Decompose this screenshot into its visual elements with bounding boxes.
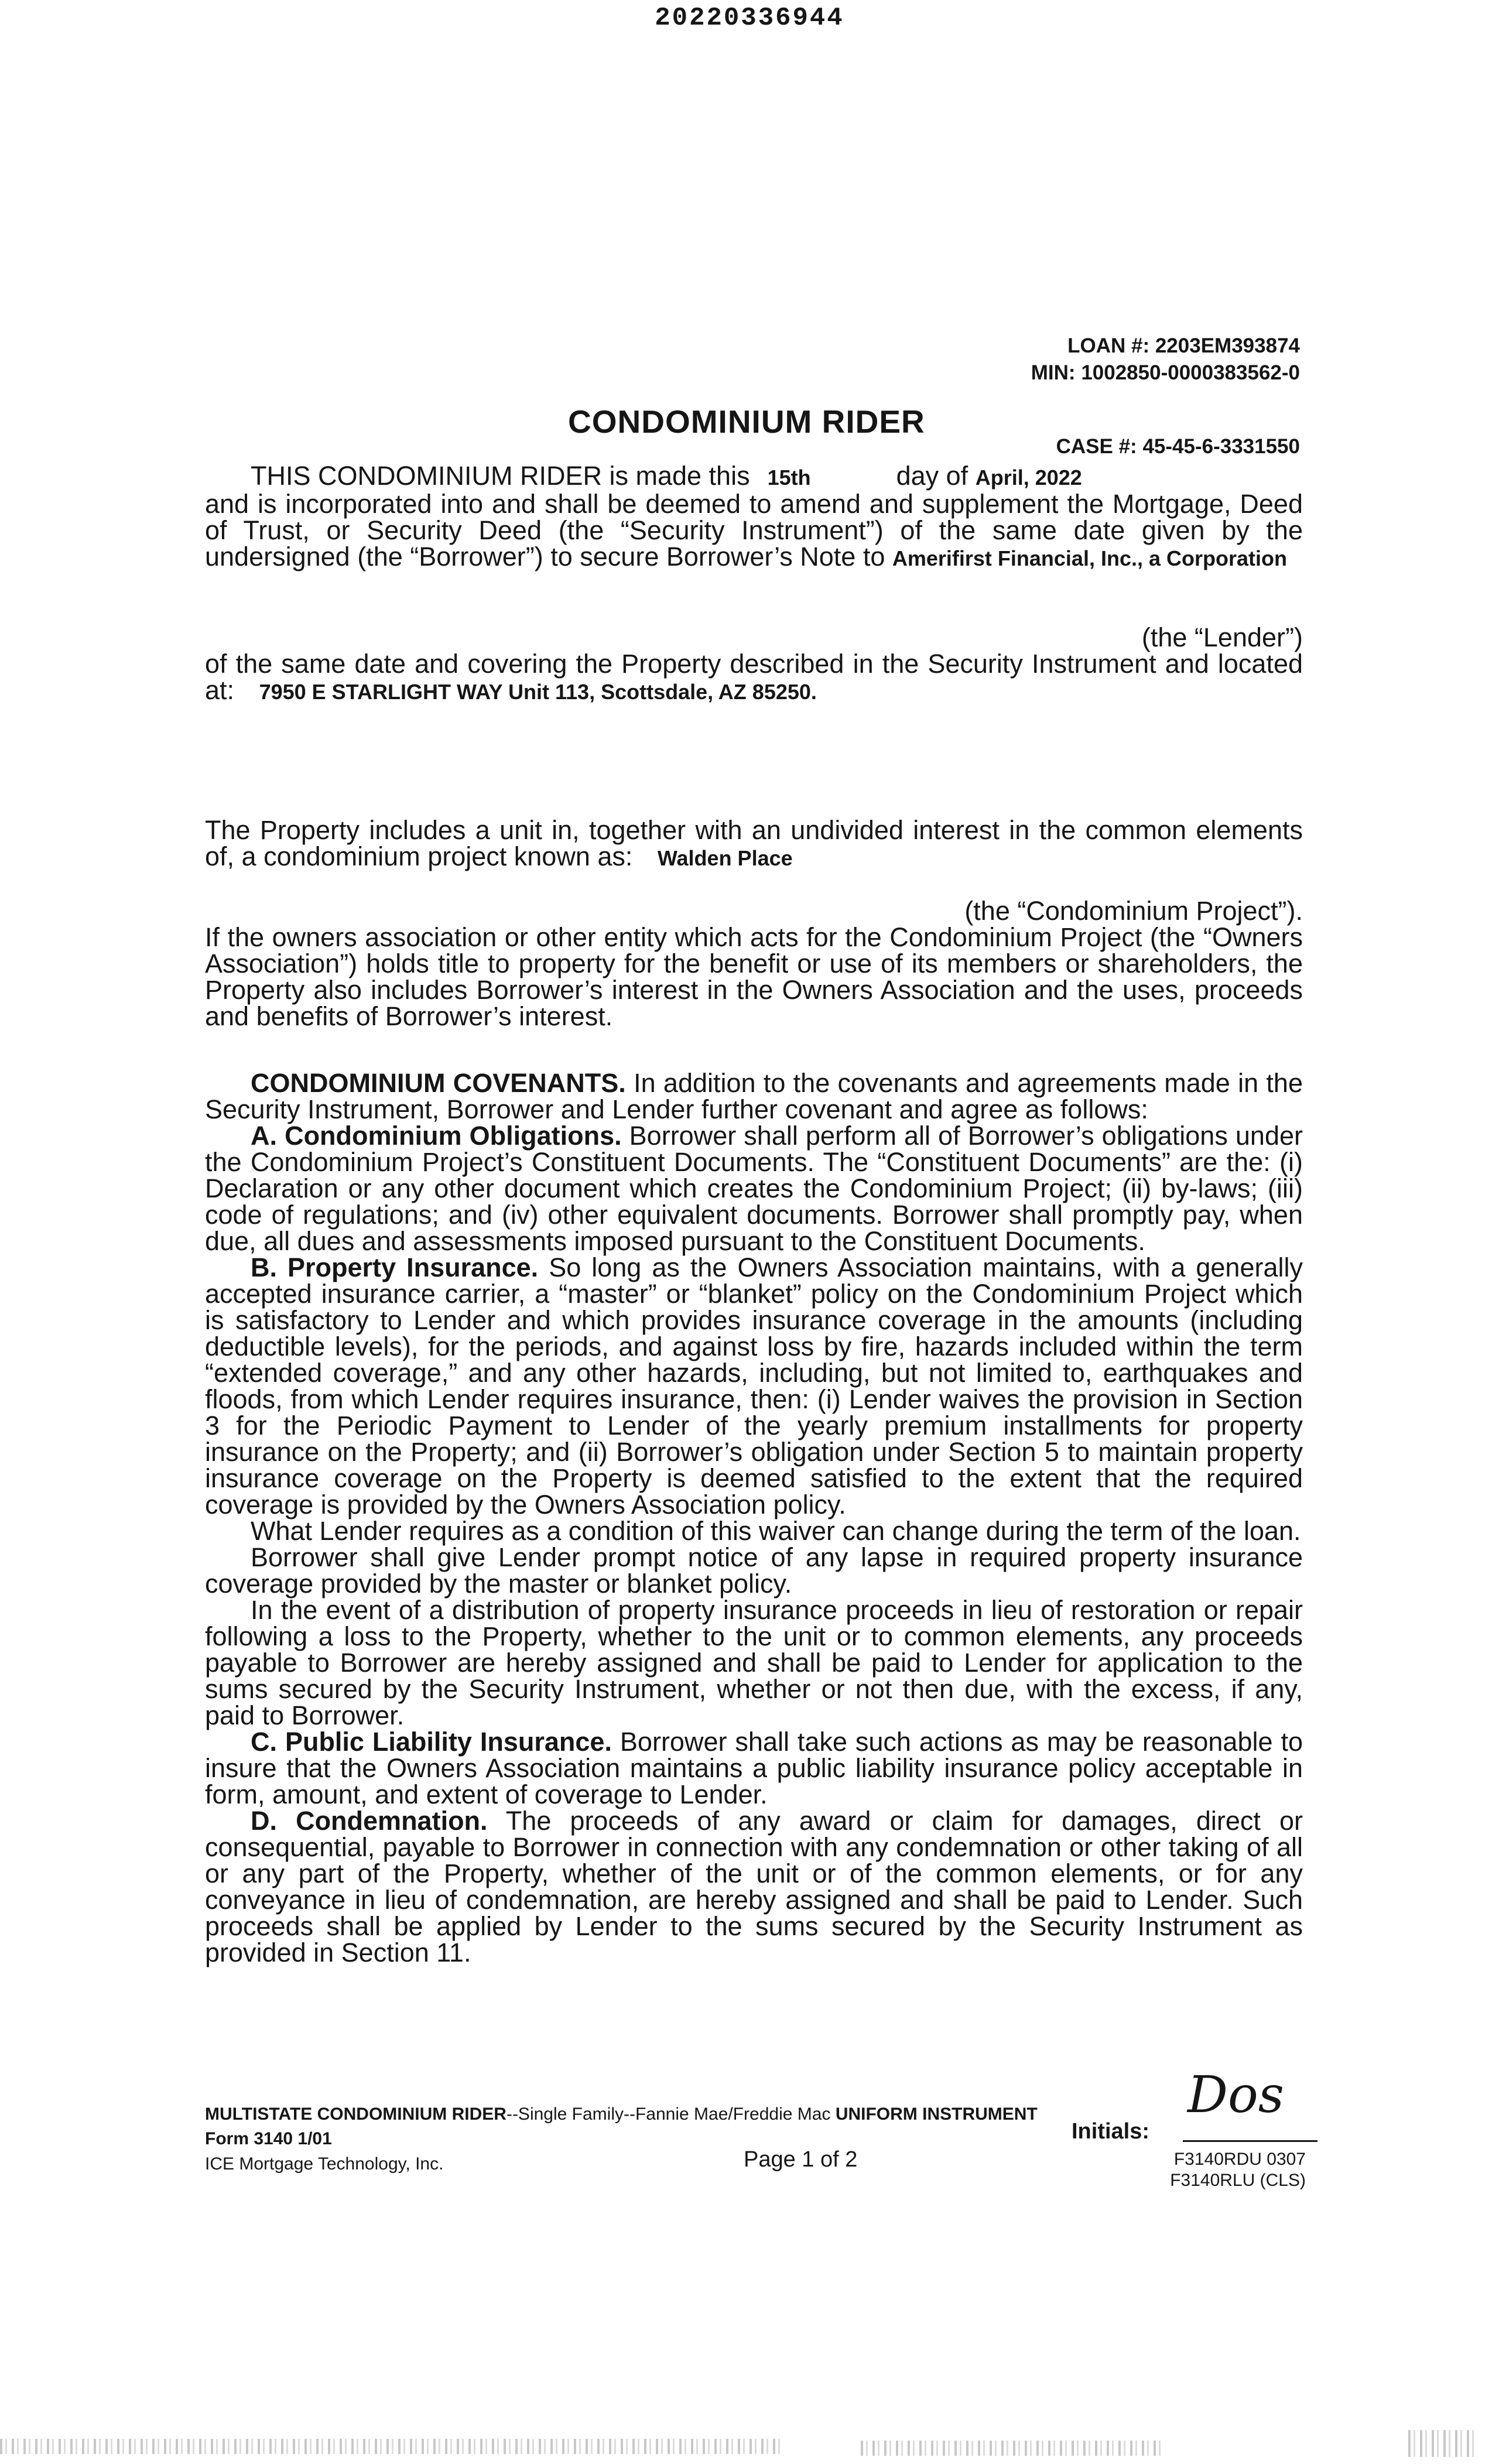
intro-section [205, 463, 1303, 705]
ice-company: ICE Mortgage Technology, Inc. [205, 2154, 444, 2174]
intro-text: and is incorporated into and shall be deemed to amend and supplement the Mortgage, Deed of Trust, or Security Deed (the “Security Instrument”) of the same date given by the undersigned (the “Borrower”) to secure Borrower’s Note to Amerifirst Financial, Inc., a Corporation [205, 489, 1303, 571]
section-a: A. Condominium Obligations. Borrower shall perform all of Borrower’s obligations under the Condominium Project’s Constituent Documents. The “Constituent Documents” are the: (i) Declaration or any other document which creates the Condominium Project; (ii) by-laws; (iii) code of regulations; and (iv) other equivalent documents. Borrower shall promptly pay, when due, all dues and assessments imposed pursuant to the Constituent Documents. [205, 1121, 1303, 1256]
scan-artifact [861, 2441, 1165, 2456]
project-name: Walden Place [657, 846, 793, 870]
initials-signature: Dos [1187, 2066, 1284, 2124]
form-number: Form 3140 1/01 [205, 2129, 332, 2148]
property-address: 7950 E STARLIGHT WAY Unit 113, Scottsdale, AZ 85250. [259, 680, 817, 704]
month-year-value: April, 2022 [975, 466, 1082, 490]
section-c: C. Public Liability Insurance. Borrower shall take such actions as may be reasonable to insure that the Owners Association maintains a public liability insurance policy acceptable in form, amount, and extent of coverage to Lender. [205, 1727, 1303, 1809]
section-b-distribution: In the event of a distribution of property insurance proceeds in lieu of restoration or repair following a loss to the Property, whether to the unit or to common elements, any proceeds payable to Borrower are hereby assigned and shall be paid to Lender for application to the sums secured by the Security Instrument, whether or not then due, with the excess, if any, paid to Borrower. [205, 1595, 1303, 1730]
covenants-section [205, 1070, 1303, 1966]
section-b: B. Property Insurance. So long as the Owners Association maintains, with a generally accepted insurance carrier, a “master” or “blanket” policy on the Condominium Project which is satisfactory to Lender and which provides insurance coverage in the amounts (including deductible levels), for the periods, and against loss by fire, hazards included within the term “extended coverage,” and any other hazards, including, but not limited to, earthquakes and floods, from which Lender requires insurance, then: (i) Lender waives the provision in Section 3 for the Periodic Payment to Lender of the yearly premium installments for property insurance on the Property; and (ii) Borrower’s obligation under Section 5 to maintain property insurance coverage on the Property is deemed satisfied to the extent that the required coverage is provided by the Owners Association policy. [205, 1252, 1303, 1520]
section-d: D. Condemnation. The proceeds of any award or claim for damages, direct or consequential, payable to Borrower in connection with any condemnation or other taking of all or any part of the Property, whether of the unit or of the common elements, or for any conveyance in lieu of condemnation, are hereby assigned and shall be paid to Lender. Such proceeds shall be applied by Lender to the sums secured by the Security Instrument as provided in Section 11. [205, 1806, 1303, 1967]
lender-label: (the “Lender”) [1141, 622, 1303, 652]
loan-ids [1031, 333, 1300, 386]
form-code-2: F3140RLU (CLS) [1170, 2171, 1306, 2190]
project-label: (the “Condominium Project”). [964, 896, 1303, 926]
section-b-waiver: What Lender requires as a condition of this waiver can change during the term of the loan. [251, 1516, 1301, 1546]
scan-artifact [0, 2439, 785, 2454]
section-b-notice: Borrower shall give Lender prompt notice of any lapse in required property insurance coverage provided by the master or blanket policy. [205, 1542, 1303, 1599]
initials-underline [1183, 2140, 1317, 2142]
covenants-intro: CONDOMINIUM COVENANTS. In addition to the covenants and agreements made in the Security Instrument, Borrower and Lender further covenant and agree as follows: [205, 1068, 1303, 1124]
initials-label: Initials: [1072, 2119, 1150, 2144]
case-number: CASE #: 45-45-6-3331550 [1056, 435, 1300, 458]
form-code-1: F3140RDU 0307 [1173, 2150, 1306, 2169]
min-number: MIN: 1002850-0000383562-0 [1031, 361, 1300, 384]
document-title: CONDOMINIUM RIDER [568, 403, 925, 440]
loan-number: LOAN #: 2203EM393874 [1067, 334, 1300, 357]
recording-number: 20220336944 [655, 4, 844, 33]
project-section [205, 817, 1303, 1029]
form-title: MULTISTATE CONDOMINIUM RIDER--Single Family--Fannie Mae/Freddie Mac UNIFORM INSTRUMENT [205, 2104, 1038, 2124]
project-text: The Property includes a unit in, together with an undivided interest in the common elements of, a condominium project known as: Walden Place [205, 815, 1303, 871]
scan-artifact [1408, 2430, 1479, 2457]
owners-association-text: If the owners association or other entity which acts for the Condominium Project (the “Owners Association”) holds title to property for the benefit or use of its members or shareholders, the Property also includes Borrower’s interest in the Owners Association and the uses, proceeds and benefits of Borrower’s interest. [205, 922, 1303, 1031]
day-value: 15th [767, 466, 811, 490]
intro-line-1: THIS CONDOMINIUM RIDER is made this 15th day of April, 2022 [251, 461, 1082, 491]
page-number: Page 1 of 2 [744, 2147, 858, 2172]
intro-property: of the same date and covering the Property described in the Security Instrument and located at: 7950 E STARLIGHT WAY Unit 113, Scottsdale, AZ 85250. [205, 649, 1303, 705]
lender-name: Amerifirst Financial, Inc., a Corporation [892, 546, 1287, 570]
